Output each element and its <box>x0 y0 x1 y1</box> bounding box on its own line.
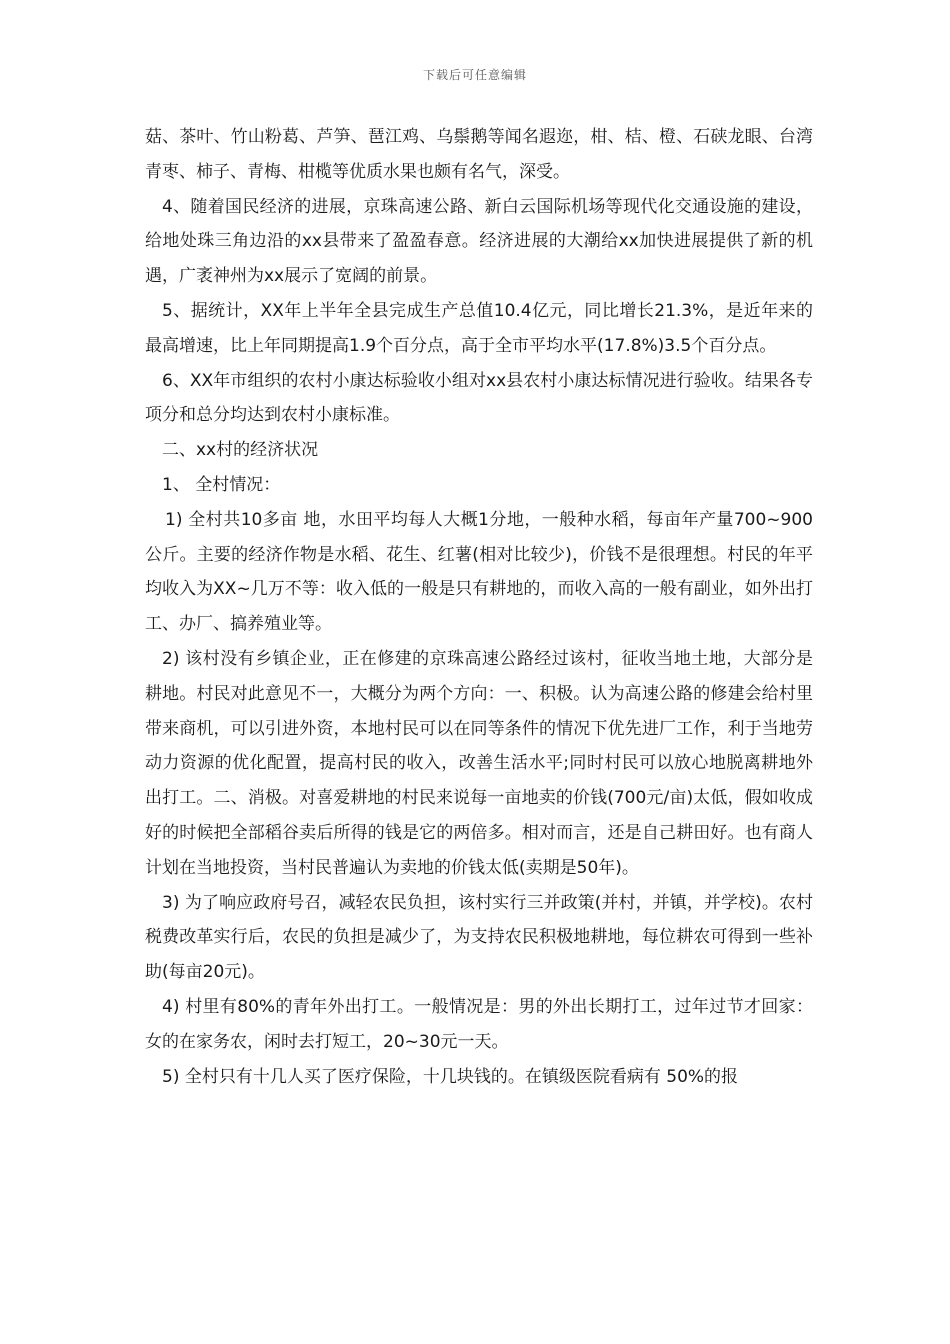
paragraph-continuation: 菇、茶叶、竹山粉葛、芦笋、琶江鸡、乌鬃鹅等闻名遐迩，柑、桔、橙、石硖龙眼、台湾青枣、柿子、青梅、柑榄等优质水果也颇有名气，深受。 <box>145 127 813 182</box>
paragraph-item-6: 6、XX年市组织的农村小康达标验收小组对xx县农村小康达标情况进行验收。结果各专项分和总分均达到农村小康标准。 <box>145 370 813 426</box>
paragraph-item-5: 5、据统计，XX年上半年全县完成生产总值10.4亿元，同比增长21.3%，是近年来的最高增速，比上年同期提高1.9个百分点，高于全市平均水平(17.8%)3.5个百分点。 <box>145 300 813 356</box>
list-item-4: 4) 村里有80%的青年外出打工。一般情况是：男的外出长期打工，过年过节才回家：女的在家务农，闲时去打短工，20~30元一天。 <box>145 996 813 1052</box>
section-heading-village-economy: 二、xx村的经济状况 <box>162 440 319 461</box>
list-item-1: 1) 全村共10多亩 地，水田平均每人大概1分地，一般种水稻，每亩年产量700~900公斤。主要的经济作物是水稻、花生、红薯(相对比较少)，价钱不是很理想。村民的年平均收入为XX~几万不等：收入低的一般是只有耕地的，而收入高的一般有副业，如外出打工、办厂、搞养殖业等。 <box>145 509 813 635</box>
list-item-5: 5) 全村只有十几人买了医疗保险，十几块钱的。在镇级医院看病有 50%的报 <box>162 1066 739 1087</box>
list-item-2: 2) 该村没有乡镇企业，正在修建的京珠高速公路经过该村，征收当地土地，大部分是耕地。村民对此意见不一，大概分为两个方向：一、积极。认为高速公路的修建会给村里带来商机，可以引进外资，本地村民可以在同等条件的情况下优先进厂工作，利于当地劳动力资源的优化配置，提高村民的收入，改善生活水平;同时村民可以放心地脱离耕地外出打工。二、消极。对喜爱耕地的村民来说每一亩地卖的价钱(700元/亩)太低，假如收成好的时候把全部稻谷卖后所得的钱是它的两倍多。相对而言，还是自己耕田好。也有商人计划在当地投资，当村民普遍认为卖地的价钱太低(卖期是50年)。 <box>145 648 813 878</box>
paragraph-item-4: 4、随着国民经济的进展，京珠高速公路、新白云国际机场等现代化交通设施的建设，给地处珠三角边沿的xx县带来了盈盈春意。经济进展的大潮给xx加快进展提供了新的机遇，广袤神州为xx展示了宽阔的前景。 <box>145 196 813 287</box>
page-header: 下载后可任意编辑 <box>422 68 527 82</box>
document-body <box>145 120 813 1094</box>
subsection-heading-village-overview: 1、 全村情况： <box>162 474 281 495</box>
list-item-3: 3) 为了响应政府号召，减轻农民负担，该村实行三并政策(并村，并镇，并学校)。农村税费改革实行后，农民的负担是减少了，为支持农民积极地耕地，每位耕农可得到一些补助(每亩20元)。 <box>145 892 813 983</box>
